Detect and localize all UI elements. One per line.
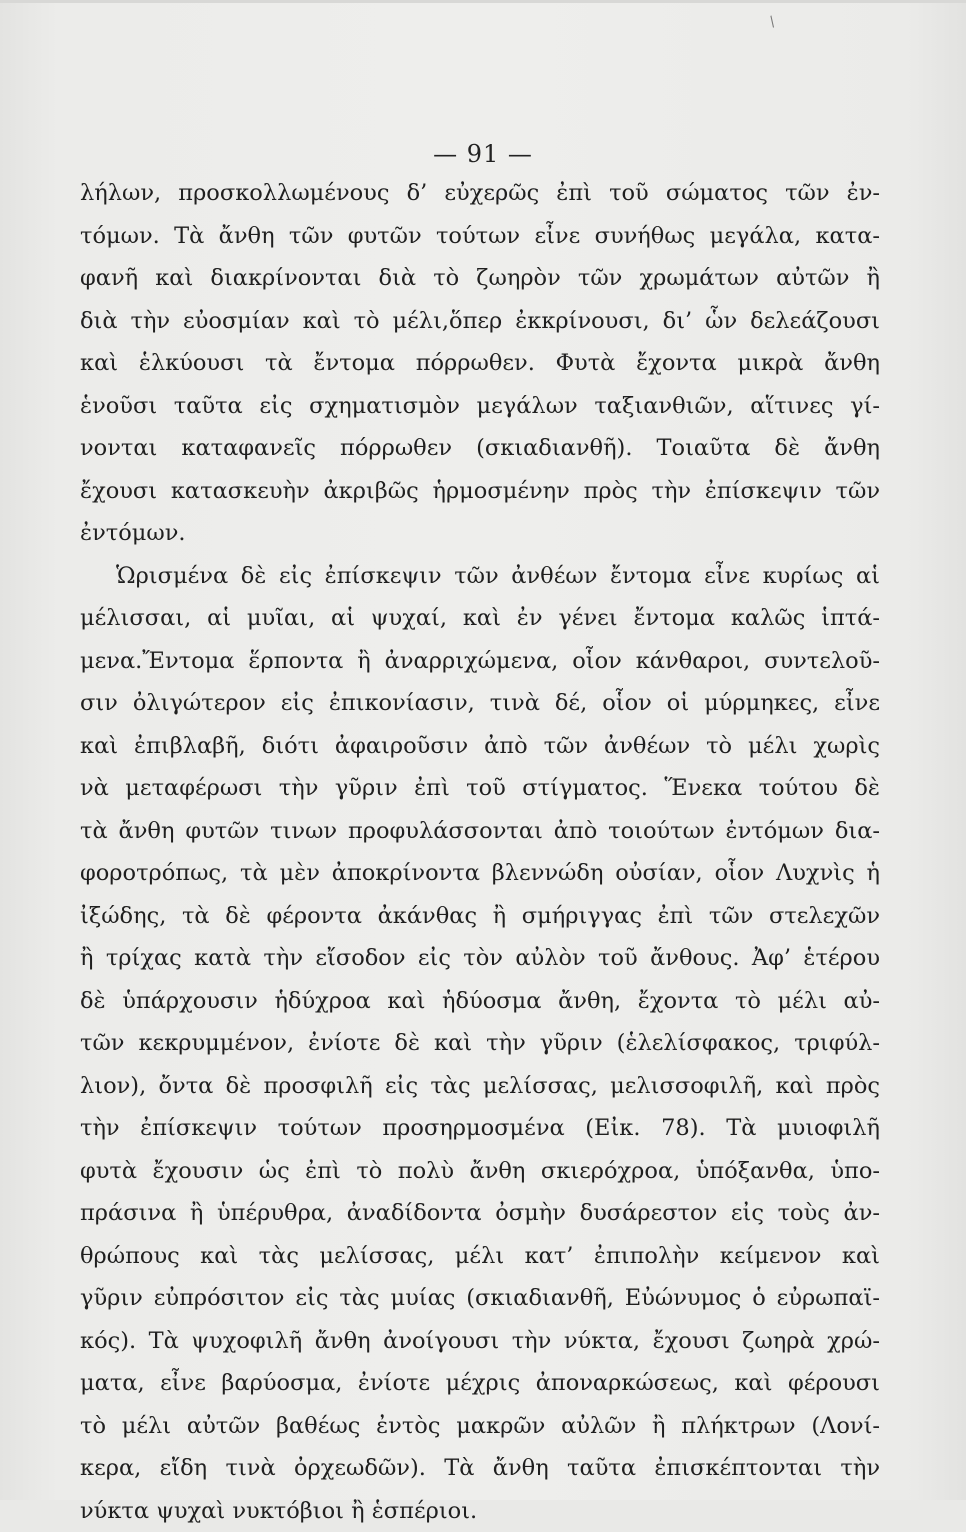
text-line: πράσινα ἢ ὑπέρυθρα, ἀναδίδοντα ὀσμὴν δυσάρεστον εἰς τοὺς ἀν- — [80, 1192, 880, 1235]
text-line: δὲ ὑπάρχουσιν ἡδύχροα καὶ ἡδύοσμα ἄνθη, ἔχοντα τὸ μέλι αὐ- — [80, 980, 880, 1023]
text-line: μέλισσαι, αἱ μυῖαι, αἱ ψυχαί, καὶ ἐν γένει ἔντομα καλῶς ἱπτά- — [80, 597, 880, 640]
text-line: φυτὰ ἔχουσιν ὡς ἐπὶ τὸ πολὺ ἄνθη σκιερόχροα, ὑπόξανθα, ὑπο- — [80, 1150, 880, 1193]
text-line: ἔχουσι κατασκευὴν ἀκριβῶς ἡρμοσμένην πρὸς τὴν ἐπίσκεψιν τῶν — [80, 470, 880, 513]
text-line: λιον), ὄντα δὲ προσφιλῆ εἰς τὰς μελίσσας, μελισσοφιλῆ, καὶ πρὸς — [80, 1065, 880, 1108]
body-text — [80, 172, 880, 1532]
text-line: ματα, εἶνε βαρύοσμα, ἐνίοτε μέχρις ἀποναρκώσεως, καὶ φέρουσι — [80, 1362, 880, 1405]
text-line: ἢ τρίχας κατὰ τὴν εἴσοδον εἰς τὸν αὐλὸν τοῦ ἄνθους. Ἀφ’ ἑτέρου — [80, 937, 880, 980]
text-line: κός). Τὰ ψυχοφιλῆ ἄνθη ἀνοίγουσι τὴν νύκτα, ἔχουσι ζωηρὰ χρώ- — [80, 1320, 880, 1363]
text-line: λήλων, προσκολλωμένους δ’ εὐχερῶς ἐπὶ τοῦ σώματος τῶν ἐν- — [80, 172, 880, 215]
text-line: τὴν ἐπίσκεψιν τούτων προσηρμοσμένα (Εἰκ. 78). Τὰ μυιοφιλῆ — [80, 1107, 880, 1150]
text-line: γῦριν εὐπρόσιτον εἰς τὰς μυίας (σκιαδιανθῆ, Εὐώνυμος ὁ εὐρωπαϊ- — [80, 1277, 880, 1320]
top-edge-rule — [0, 0, 966, 3]
text-line: νύκτα ψυχαὶ νυκτόβιοι ἢ ἑσπέριοι. — [80, 1490, 880, 1532]
text-line: ἰξώδης, τὰ δὲ φέροντα ἀκάνθας ἢ σμήριγγας ἐπὶ τῶν στελεχῶν — [80, 895, 880, 938]
text-line: διὰ τὴν εὐοσμίαν καὶ τὸ μέλι,ὅπερ ἐκκρίνουσι, δι’ ὧν δελεάζουσι — [80, 300, 880, 343]
text-line: Ὡρισμένα δὲ εἰς ἐπίσκεψιν τῶν ἀνθέων ἔντομα εἶνε κυρίως αἱ — [80, 555, 880, 598]
text-line: θρώπους καὶ τὰς μελίσσας, μέλι κατ’ ἐπιπολὴν κείμενον καὶ — [80, 1235, 880, 1278]
text-line: τῶν κεκρυμμένον, ἐνίοτε δὲ καὶ τὴν γῦριν (ἑλελίσφακος, τριφύλ- — [80, 1022, 880, 1065]
text-line: φοροτρόπως, τὰ μὲν ἀποκρίνοντα βλεννώδη οὐσίαν, οἷον Λυχνὶς ἡ — [80, 852, 880, 895]
text-line: σιν ὀλιγώτερον εἰς ἐπικονίασιν, τινὰ δέ, οἷον οἱ μύρμηκες, εἶνε — [80, 682, 880, 725]
text-line: τὸ μέλι αὐτῶν βαθέως ἐντὸς μακρῶν αὐλῶν ἢ πλήκτρων (Λονί- — [80, 1405, 880, 1448]
text-line: κερα, εἴδη τινὰ ὀρχεωδῶν). Τὰ ἄνθη ταῦτα ἐπισκέπτονται τὴν — [80, 1447, 880, 1490]
text-line: τὰ ἄνθη φυτῶν τινων προφυλάσσονται ἀπὸ τοιούτων ἐντόμων δια- — [80, 810, 880, 853]
text-line: νονται καταφανεῖς πόρρωθεν (σκιαδιανθῆ). Τοιαῦτα δὲ ἄνθη — [80, 427, 880, 470]
text-line: νὰ μεταφέρωσι τὴν γῦριν ἐπὶ τοῦ στίγματος. Ἕνεκα τούτου δὲ — [80, 767, 880, 810]
text-line: ἐντόμων. — [80, 512, 880, 555]
text-line: ἑνοῦσι ταῦτα εἰς σχηματισμὸν μεγάλων ταξιανθιῶν, αἵτινες γί- — [80, 385, 880, 428]
text-line: φανῆ καὶ διακρίνονται διὰ τὸ ζωηρὸν τῶν χρωμάτων αὐτῶν ἢ — [80, 257, 880, 300]
text-line: μενα.Ἔντομα ἕρποντα ἢ ἀναρριχώμενα, οἷον κάνθαροι, συντελοῦ- — [80, 640, 880, 683]
page-number: — 91 — — [0, 140, 966, 168]
text-line: καὶ ἐπιβλαβῆ, διότι ἀφαιροῦσιν ἀπὸ τῶν ἀνθέων τὸ μέλι χωρὶς — [80, 725, 880, 768]
corner-pencil-mark: / — [766, 14, 778, 30]
text-line: τόμων. Τὰ ἄνθη τῶν φυτῶν τούτων εἶνε συνήθως μεγάλα, κατα- — [80, 215, 880, 258]
text-line: καὶ ἑλκύουσι τὰ ἔντομα πόρρωθεν. Φυτὰ ἔχοντα μικρὰ ἄνθη — [80, 342, 880, 385]
